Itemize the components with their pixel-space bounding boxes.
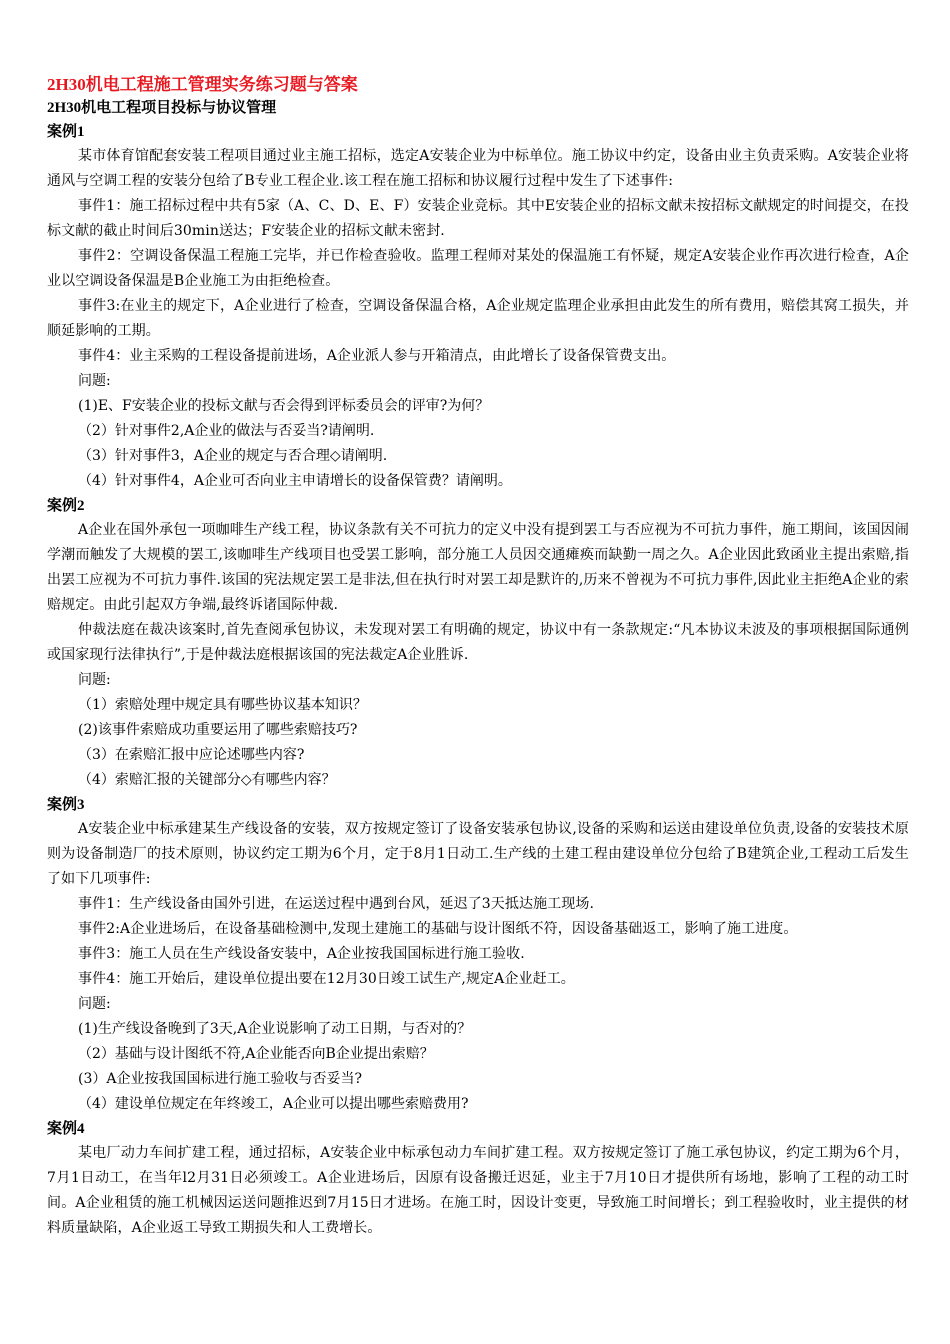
event-paragraph: 事件1：生产线设备由国外引进，在运送过程中遇到台风，延迟了3天抵达施工现场. bbox=[78, 896, 595, 912]
question-item: （3）在索赔汇报中应论述哪些内容? bbox=[78, 747, 305, 763]
case-intro: 某电厂动力车间扩建工程，通过招标，A安装企业中标承包动力车间扩建工程。双方按规定签订了施工承包协议，约定工期为6个月，7月1日动工，在当年l2月31日必须竣工。A企业进场后，因原有设备搬迁迟延，业主于7月10日才提供所有场地，影响了工程的动工时间。A企业租赁的施工机械因运送问题推迟到7月15日才进场。在施工时，因设计变更，导致施工时间增长；到工程验收时，业主提供的材料质量缺陷，A企业返工导致工期损失和人工费增长。 bbox=[47, 1145, 909, 1236]
case-section-3 bbox=[47, 793, 909, 1117]
event-paragraph: 事件4：业主采购的工程设备提前进场，A企业派人参与开箱清点，由此增长了设备保管费支出。 bbox=[78, 348, 676, 364]
event-paragraph: 事件2：空调设备保温工程施工完毕，并已作检查验收。监理工程师对某处的保温施工有怀疑，规定A安装企业作再次进行检查，A企业以空调设备保温是B企业施工为由拒绝检查。 bbox=[47, 248, 909, 289]
question-label: 问题: bbox=[78, 996, 111, 1012]
event-paragraph: 事件4：施工开始后，建设单位提出要在12月30日竣工试生产,规定A企业赶工。 bbox=[78, 971, 575, 987]
case-heading: 案例1 bbox=[47, 124, 85, 140]
case-section-2 bbox=[47, 494, 909, 793]
case-heading: 案例4 bbox=[47, 1121, 85, 1137]
question-item: （4）建设单位规定在年终竣工，A企业可以提出哪些索赔费用? bbox=[78, 1096, 469, 1112]
question-item: (1)E、F安装企业的投标文献与否会得到评标委员会的评审?为何？ bbox=[78, 398, 490, 414]
question-label: 问题: bbox=[78, 373, 111, 389]
question-item: （2）针对事件2,A企业的做法与否妥当?请阐明. bbox=[78, 423, 375, 439]
question-label: 问题: bbox=[78, 672, 111, 688]
question-item: （2）基础与设计图纸不符,A企业能否向B企业提出索赔？ bbox=[78, 1046, 434, 1062]
question-item: (3）A企业按我国国标进行施工验收与否妥当? bbox=[78, 1071, 362, 1087]
document-page bbox=[47, 73, 909, 1241]
question-item: （4）针对事件4，A企业可否向业主申请增长的设备保管费？请阐明。 bbox=[78, 473, 512, 489]
event-paragraph: 事件2:A企业进场后，在设备基础检测中,发现土建施工的基础与设计图纸不符，因设备基础返工，影响了施工进度。 bbox=[78, 921, 798, 937]
document-title: 2H30机电工程施工管理实务练习题与答案 bbox=[47, 75, 358, 94]
event-paragraph: 事件3：施工人员在生产线设备安装中，A企业按我国国标进行施工验收. bbox=[78, 946, 525, 962]
case-heading: 案例3 bbox=[47, 797, 85, 813]
question-item: （3）针对事件3，A企业的规定与否合理◇请阐明. bbox=[78, 448, 388, 464]
question-item: （4）索赔汇报的关键部分◇有哪些内容？ bbox=[78, 772, 336, 788]
question-item: (2)该事件索赔成功重要运用了哪些索赔技巧? bbox=[78, 722, 358, 738]
case-section-1 bbox=[47, 120, 909, 494]
question-item: (1)生产线设备晚到了3天,A企业说影响了动工日期，与否对的？ bbox=[78, 1021, 472, 1037]
document-subtitle: 2H30机电工程项目投标与协议管理 bbox=[47, 100, 277, 116]
case-section-4 bbox=[47, 1117, 909, 1241]
case-heading: 案例2 bbox=[47, 498, 85, 514]
case-intro: A安装企业中标承建某生产线设备的安装，双方按规定签订了设备安装承包协议,设备的采购和运送由建设单位负责,设备的安装技术原则为设备制造厂的技术原则，协议约定工期为6个月，定于8月1日动工.生产线的土建工程由建设单位分包给了B建筑企业,工程动工后发生了如下几项事件: bbox=[47, 821, 909, 887]
event-paragraph: 仲裁法庭在裁决该案时,首先查阅承包协议，未发现对罢工有明确的规定，协议中有一条款规定:“凡本协议未波及的事项根据国际通例或国家现行法律执行”,于是仲裁法庭根据该国的宪法裁定A企业胜诉. bbox=[47, 622, 909, 663]
event-paragraph: 事件1：施工招标过程中共有5家（A、C、D、E、F）安装企业竞标。其中E安装企业的招标文献未按招标文献规定的时间提交，在投标文献的截止时间后30min送达；F安装企业的招标文献未密封. bbox=[47, 198, 909, 239]
case-intro: A企业在国外承包一项咖啡生产线工程，协议条款有关不可抗力的定义中没有提到罢工与否应视为不可抗力事件，施工期间，该国因闹学潮而触发了大规模的罢工,该咖啡生产线项目也受罢工影响，部分施工人员因交通瘫痪而缺勤一周之久。A企业因此致函业主提出索赔,指出罢工应视为不可抗力事件.该国的宪法规定罢工是非法,但在执行时对罢工却是默许的,历来不曾视为不可抗力事件,因此业主拒绝A企业的索赔规定。由此引起双方争端,最终诉诸国际仲裁. bbox=[47, 522, 909, 613]
event-paragraph: 事件3:在业主的规定下，A企业进行了检查，空调设备保温合格，A企业规定监理企业承担由此发生的所有费用，赔偿其窝工损失，并顺延影响的工期。 bbox=[47, 298, 909, 339]
question-item: （1）索赔处理中规定具有哪些协议基本知识？ bbox=[78, 697, 367, 713]
case-intro: 某市体育馆配套安装工程项目通过业主施工招标，选定A安装企业为中标单位。施工协议中约定，设备由业主负责采购。A安装企业将通风与空调工程的安装分包给了B专业工程企业.该工程在施工招标和协议履行过程中发生了下述事件: bbox=[47, 148, 909, 189]
